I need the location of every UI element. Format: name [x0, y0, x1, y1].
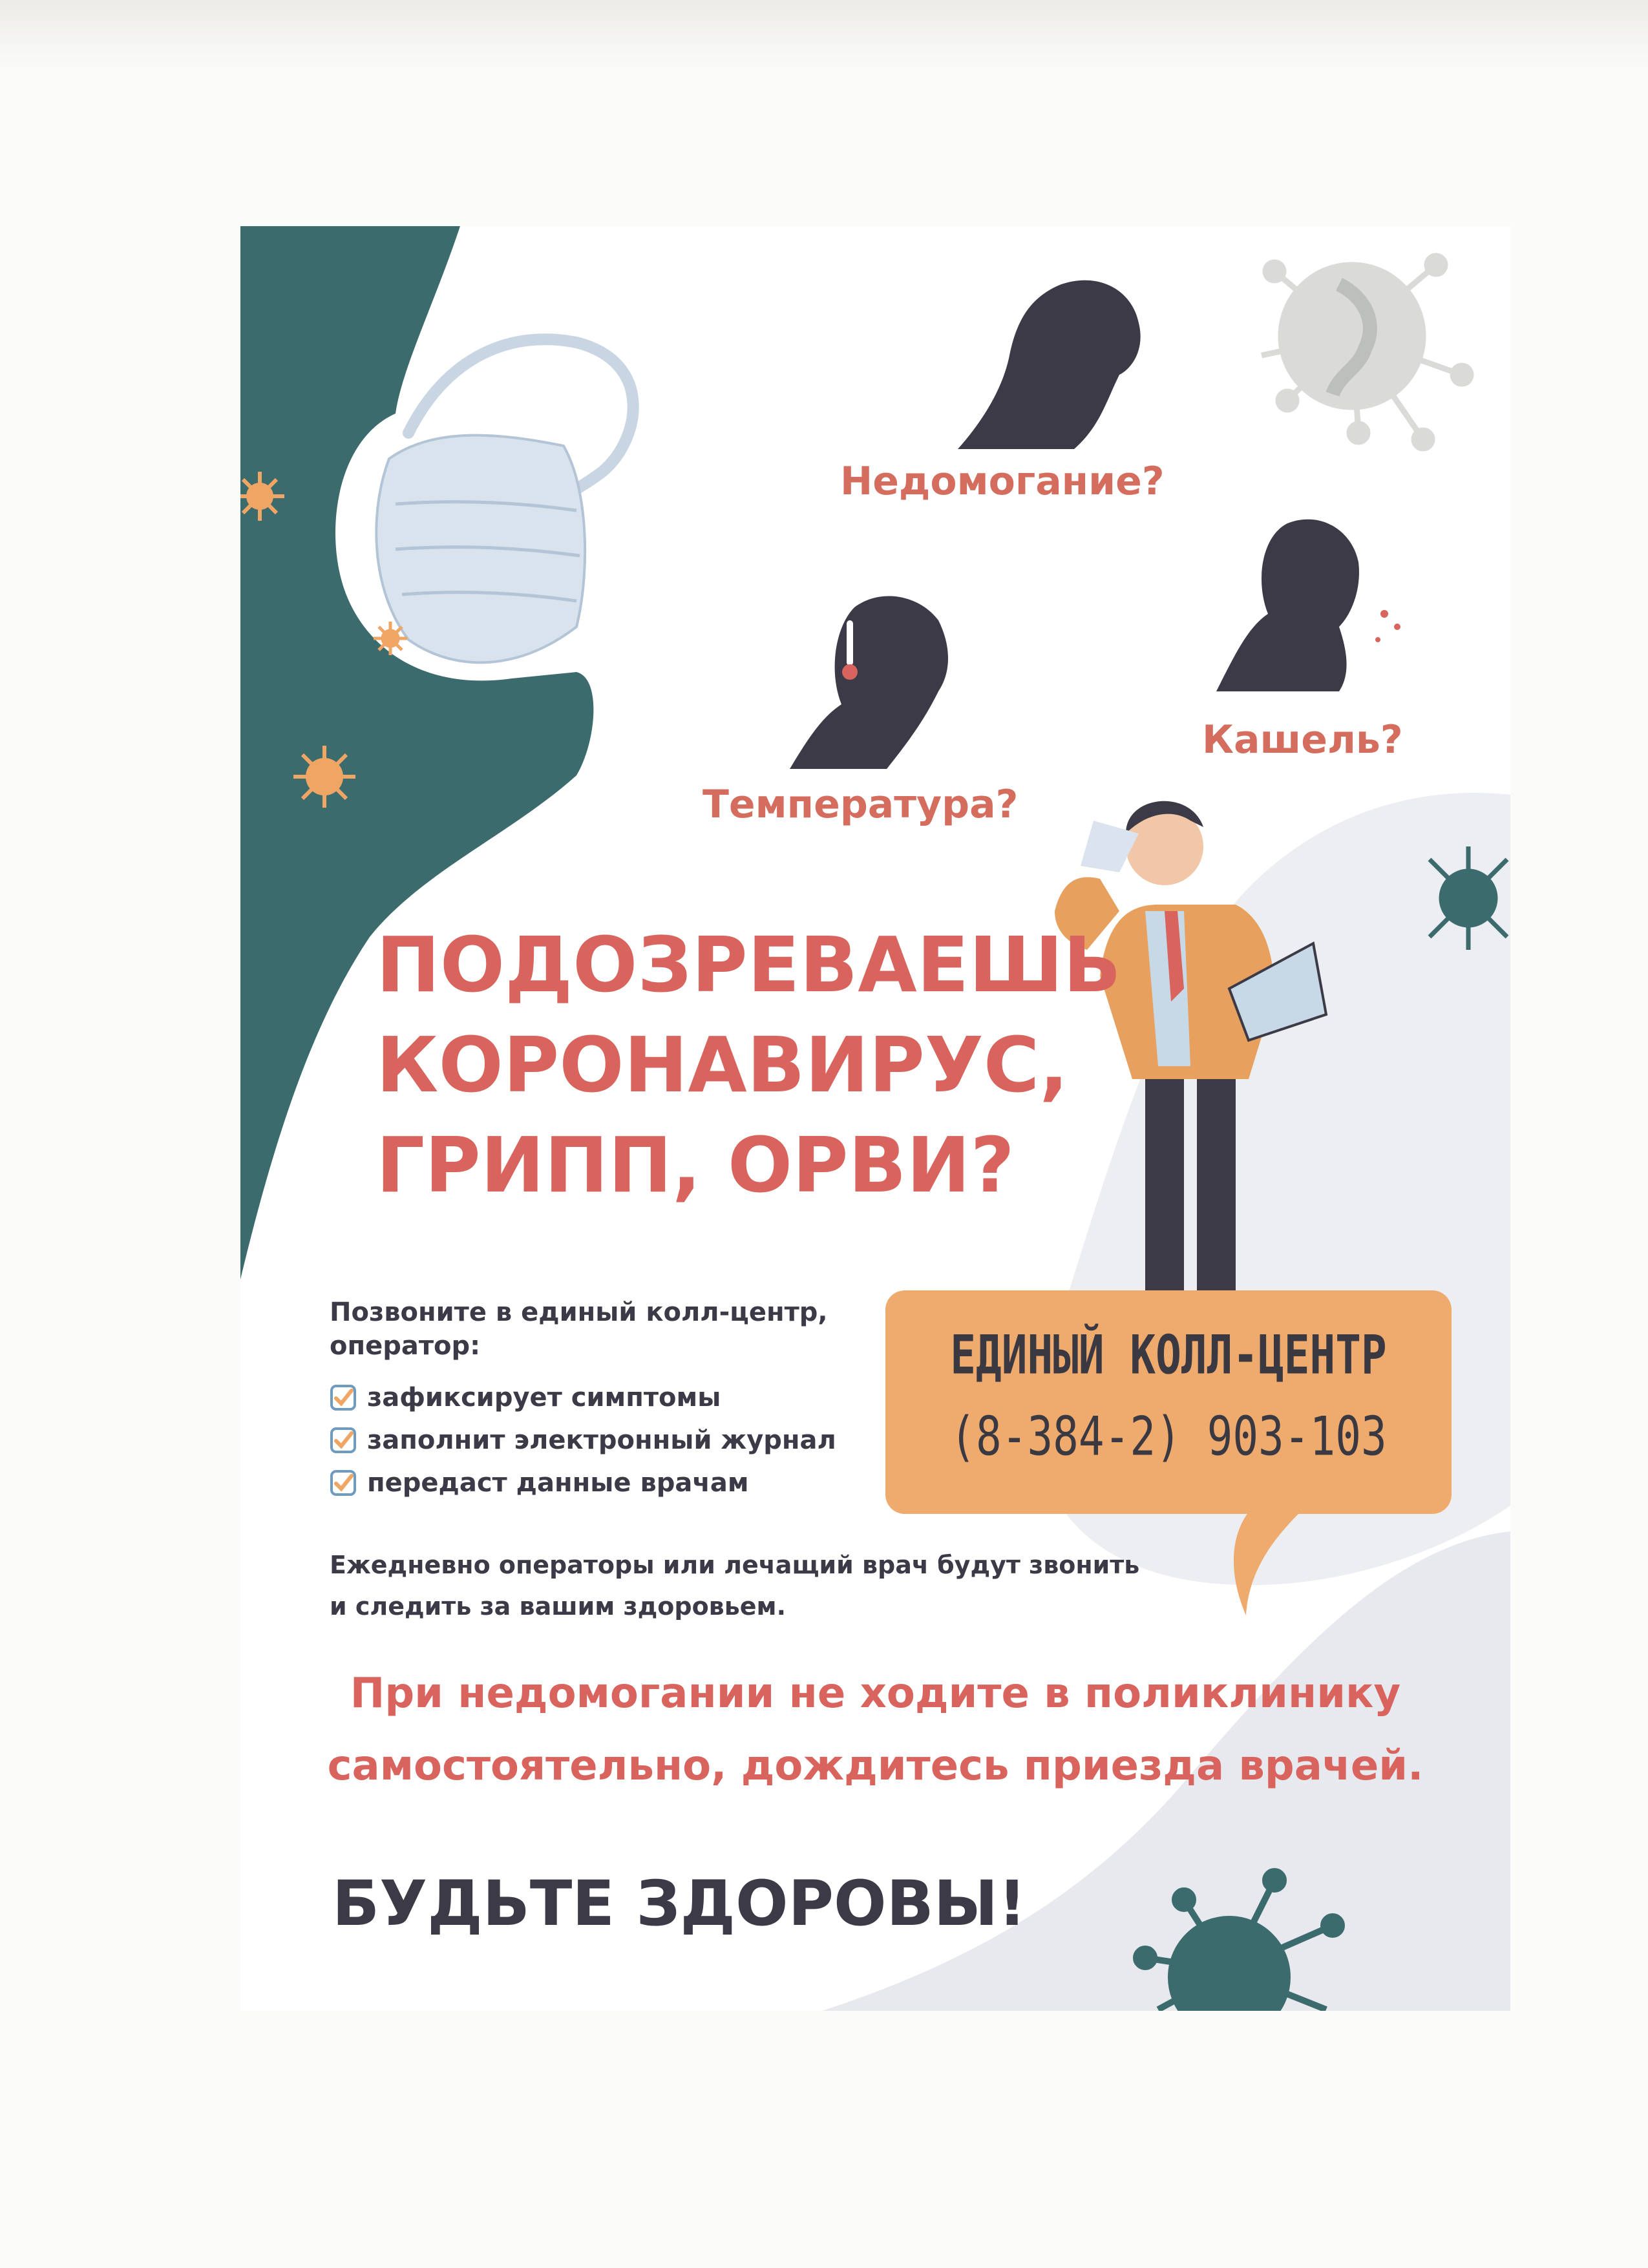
poster — [240, 226, 1510, 2011]
call-center-box — [885, 1290, 1452, 1514]
person-coughing-icon — [1216, 520, 1400, 691]
person-thermometer-icon — [790, 596, 948, 769]
checkbox-checked-icon — [330, 1427, 357, 1454]
symptom-cough-label: Кашель? — [1202, 717, 1403, 762]
closing-slogan: БУДЬТЕ ЗДОРОВЫ! — [332, 1867, 1027, 1940]
orange-virus-icon — [293, 746, 355, 808]
operator-actions-list — [330, 1376, 836, 1504]
symptom-temperature-label: Температура? — [703, 782, 1019, 827]
call-intro-text: Позвоните в единый колл-центр, оператор: — [330, 1297, 828, 1361]
checkbox-checked-icon — [330, 1469, 357, 1496]
list-item — [330, 1376, 836, 1419]
checkbox-checked-icon — [330, 1384, 357, 1411]
call-center-phone: (8-384-2) 903-103 — [950, 1405, 1387, 1468]
list-item — [330, 1462, 836, 1504]
operator-action-label: передаст данные врачам — [367, 1468, 749, 1498]
daily-note: Ежедневно операторы или лечащий врач будут звонить и следить за вашим здоровьем. — [330, 1551, 1140, 1621]
call-center-title: ЕДИНЫЙ КОЛЛ-ЦЕНТР — [950, 1324, 1387, 1387]
headline: ПОДОЗРЕВАЕШЬ КОРОНАВИРУС, ГРИПП, ОРВИ? — [376, 920, 1121, 1210]
person-silhouette-icon — [958, 280, 1141, 449]
list-item — [330, 1419, 836, 1462]
scan-edge — [0, 0, 1648, 71]
operator-action-label: зафиксирует симптомы — [367, 1383, 721, 1412]
operator-action-label: заполнит электронный журнал — [367, 1425, 836, 1455]
symptom-malaise-label: Недомогание? — [840, 459, 1165, 504]
warning-text: При недомогании не ходите в поликлинику самостоятельно, дождитесь приезда врачей. — [327, 1670, 1424, 1790]
